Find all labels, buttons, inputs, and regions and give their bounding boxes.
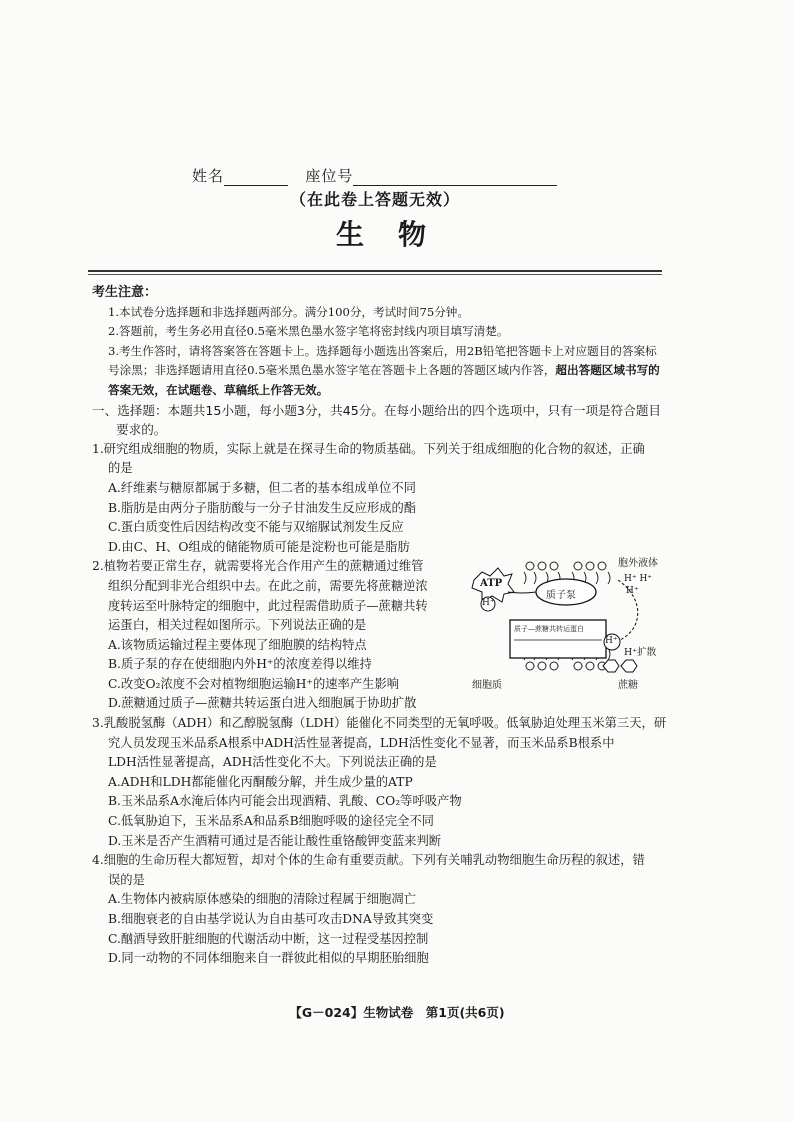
name-seat-line <box>192 165 557 186</box>
q1-option-c: C.蛋白质变性后因结构改变不能与双缩脲试剂发生反应 <box>108 520 404 535</box>
note-3-text: 3.考生作答时，请将答案答在答题卡上。选择题每小题选出答案后，用2B铅笔把答题卡上对应题目的答案标号涂黑；非选择题请用直径0.5毫米黑色墨水签字笔在答题卡上各题的答题区域内作答， <box>108 343 657 378</box>
h-single-label: H⁺ <box>626 586 639 596</box>
proton-sucrose-diagram <box>468 548 668 698</box>
q3-stem-line2: 究人员发现玉米品系A根系中ADH活性显著提高，LDH活性变化不显著，而玉米品系B根系中 <box>108 735 615 750</box>
header-rule <box>88 270 662 272</box>
cytoplasm-label: 细胞质 <box>472 680 502 691</box>
q2-stem-line1: 2.植物若要正常生存，就需要将光合作用产生的蔗糖通过维管 <box>92 559 424 574</box>
q3-option-a: A.ADH和LDH都能催化丙酮酸分解，并生成少量的ATP <box>108 774 413 789</box>
q4-stem-line1: 4.细胞的生命历程大都短暂，却对个体的生命有重要贡献。下列有关哺乳动物细胞生命历程的叙述，错 <box>92 853 645 868</box>
q1-option-a: A.纤维素与糖原都属于多糖，但二者的基本组成单位不同 <box>108 480 416 495</box>
notes-heading: 考生注意： <box>92 285 158 300</box>
extracellular-label: 胞外液体 <box>618 558 658 569</box>
question-1-stem <box>92 440 668 479</box>
no-answer-notice: （在此卷上答题无效） <box>290 190 461 209</box>
q3-stem-line3: LDH活性显著提高，ADH活性变化不大。下列说法正确的是 <box>108 755 437 770</box>
transporter-label: 质子—蔗糖共转运蛋白 <box>514 625 584 633</box>
section-title-line2: 要求的。 <box>116 422 167 438</box>
h-pair-label: H⁺ H⁺ <box>624 574 653 584</box>
q1-stem-line1: 1.研究组成细胞的物质，实际上就是在探寻生命的物质基础。下列关于组成细胞的化合物的叙述，正确 <box>92 441 645 456</box>
sucrose-label: 蔗糖 <box>618 680 638 691</box>
subject-title: 生物 <box>335 218 460 251</box>
q1-option-b: B.脂肪是由两分子脂肪酸与一分子甘油发生反应形成的酯 <box>108 500 417 515</box>
header-rule-thin <box>88 274 662 275</box>
seat-blank <box>353 171 557 186</box>
sucrose-ring-1 <box>603 660 619 672</box>
h-diffusion-label: H⁺扩散 <box>624 647 657 658</box>
q3-option-b: B.玉米品系A水淹后体内可能会出现酒精、乳酸、CO₂等呼吸产物 <box>108 794 462 809</box>
q2-option-c: C.改变O₂浓度不会对植物细胞运输H⁺的速率产生影响 <box>108 676 400 691</box>
atp-arrow <box>508 592 536 593</box>
atp-label: ATP <box>480 578 503 589</box>
q4-option-b: B.细胞衰老的自由基学说认为自由基可攻击DNA导致其突变 <box>108 912 434 926</box>
q2-stem-line3: 度转运至叶脉特定的细胞中，此过程需借助质子—蔗糖共转 <box>108 598 428 613</box>
question-2 <box>92 557 462 714</box>
name-label: 姓名 <box>192 167 225 185</box>
q2-option-a: A.该物质运输过程主要体现了细胞膜的结构特点 <box>108 637 367 652</box>
note-3-bold: 超出答题区域书写的答案无效，在试题卷、草稿纸上作答无效。 <box>108 363 660 397</box>
q3-option-d: D.玉米是否产生酒精可通过是否能让酸性重铬酸钾变蓝来判断 <box>108 833 442 848</box>
proton-pump-label: 质子泵 <box>546 590 576 601</box>
q4-stem-line2: 误的是 <box>108 872 145 887</box>
q2-option-b: B.质子泵的存在使细胞内外H⁺的浓度差得以维持 <box>108 657 372 672</box>
q4-option-c: C.酗酒导致肝脏细胞的代谢活动中断，这一过程受基因控制 <box>108 931 429 946</box>
q2-option-d: D.蔗糖通过质子—蔗糖共转运蛋白进入细胞属于协助扩散 <box>108 696 417 711</box>
section-title <box>92 401 668 440</box>
note-1: 1.本试卷分选择题和非选择题两部分。满分100分，考试时间75分钟。 <box>108 304 469 319</box>
section-title-line1: 一、选择题：本题共15小题，每小题3分，共45分。在每小题给出的四个选项中，只有一项是符合题目 <box>92 402 662 418</box>
question-4-stem <box>92 851 668 890</box>
q2-stem-line4: 运蛋白，相关过程如图所示。下列说法正确的是 <box>108 618 367 633</box>
h-left-label: H⁺ <box>482 598 495 608</box>
q3-stem-line1: 3.乳酸脱氢酶（ADH）和乙醇脱氢酶（LDH）能催化不同类型的无氧呼吸。低氧胁迫处理玉米第三天，研 <box>92 716 667 731</box>
note-3 <box>92 342 668 401</box>
note-2: 2.答题前，考生务必用直径0.5毫米黑色墨水签字笔将密封线内项目填写清楚。 <box>108 324 509 339</box>
q3-option-c: C.低氧胁迫下，玉米品系A和品系B细胞呼吸的途径完全不同 <box>108 814 434 829</box>
q4-option-d: D.同一动物的不同体细胞来自一群彼此相似的早期胚胎细胞 <box>108 951 429 966</box>
seat-label: 座位号 <box>305 167 354 185</box>
q4-option-a: A.生物体内被病原体感染的细胞的清除过程属于细胞凋亡 <box>108 892 416 907</box>
q1-option-d: D.由C、H、O组成的储能物质可能是淀粉也可能是脂肪 <box>108 539 410 554</box>
q1-stem-line2: 的是 <box>108 461 133 476</box>
name-blank <box>224 171 288 186</box>
h-right-label: H⁺ <box>605 636 618 646</box>
page-footer: 【G－024】生物试卷 第1页(共6页) <box>289 1005 505 1020</box>
sucrose-ring-2 <box>621 660 637 672</box>
q2-stem-line2: 组织分配到非光合组织中去。在此之前，需要先将蔗糖逆浓 <box>108 578 428 593</box>
